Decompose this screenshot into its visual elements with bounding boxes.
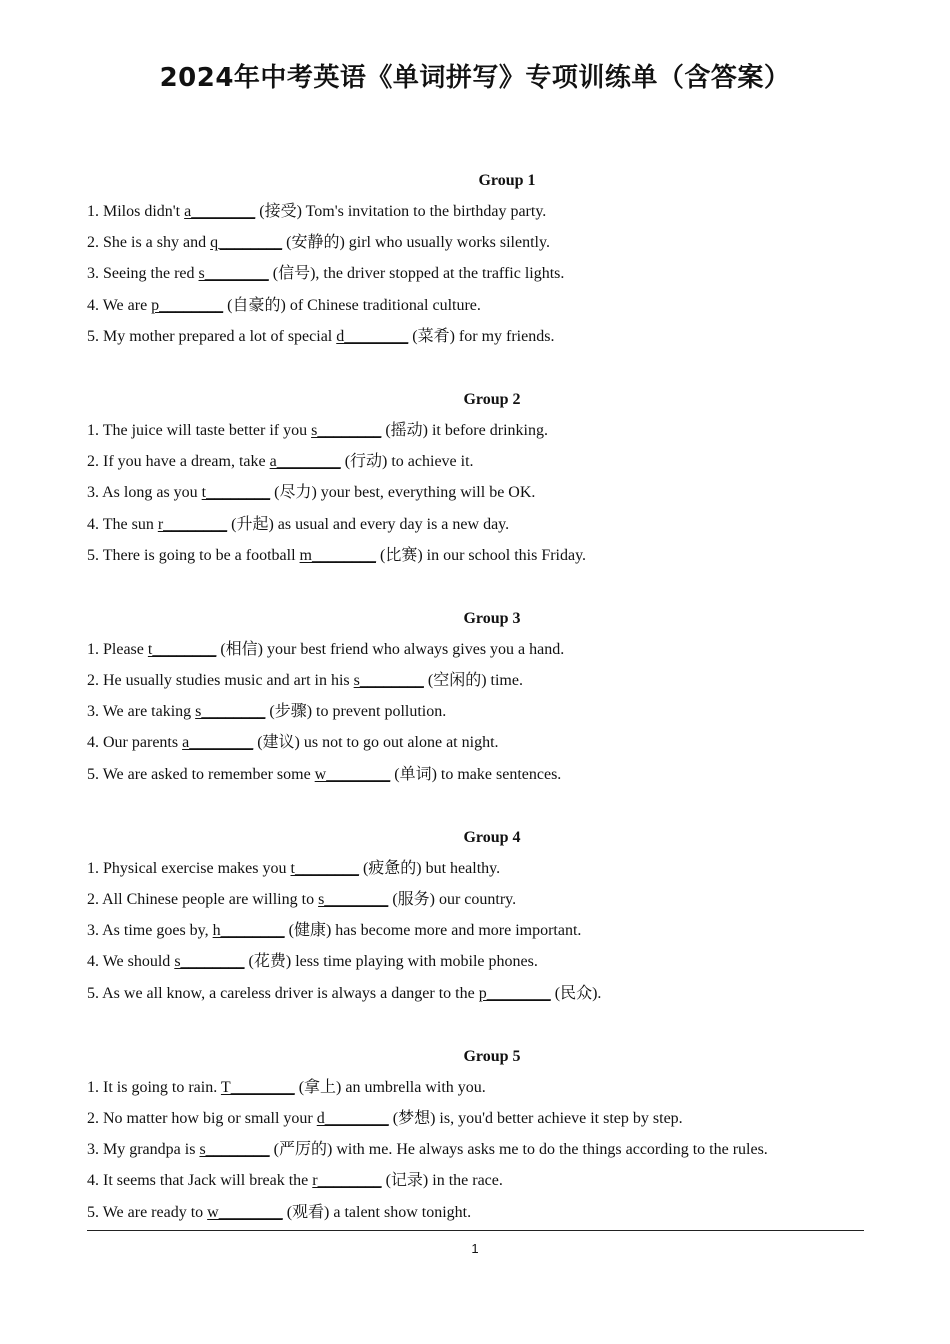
answer-blank[interactable]: s________ xyxy=(195,703,266,721)
answer-blank[interactable]: r________ xyxy=(312,1172,382,1190)
item-text-after: (尽力) your best, everything will be OK. xyxy=(270,484,536,502)
answer-blank[interactable]: d________ xyxy=(316,1109,389,1127)
answer-blank[interactable]: s________ xyxy=(318,891,389,908)
exercise-item xyxy=(87,670,867,701)
group-title: Group 3 xyxy=(463,609,521,627)
item-text-after: (行动) to achieve it. xyxy=(340,453,474,471)
item-text-after: (梦想) is, you'd better achieve it step by step. xyxy=(388,1109,683,1127)
item-text-before: 3. We are taking xyxy=(87,703,196,721)
answer-blank[interactable]: s________ xyxy=(198,265,269,283)
item-text-after: (拿上) an umbrella with you. xyxy=(294,1078,486,1096)
item-text-after: (记录) in the race. xyxy=(381,1172,503,1190)
answer-blank[interactable]: d________ xyxy=(336,327,409,345)
answer-blank[interactable]: s________ xyxy=(174,953,245,971)
exercise-item xyxy=(87,701,867,732)
exercise-item xyxy=(87,514,867,545)
exercise-item xyxy=(87,326,867,357)
answer-blank[interactable]: a________ xyxy=(269,453,341,471)
item-text-after: (自豪的) of Chinese traditional culture. xyxy=(223,296,481,314)
item-text-after: (相信) your best friend who always gives you a hand. xyxy=(216,640,565,658)
item-text-before: 3. Seeing the red xyxy=(87,265,199,283)
exercise-group xyxy=(87,1046,867,1233)
exercise-item xyxy=(87,732,867,763)
exercise-item xyxy=(87,1077,867,1108)
page-title: 2024年中考英语《单词拼写》专项训练单（含答案） xyxy=(159,63,791,93)
exercise-group xyxy=(87,170,867,357)
item-text-before: 4. We are xyxy=(87,296,152,314)
item-text-before: 2. All Chinese people are willing to xyxy=(87,891,319,908)
item-text-before: 2. No matter how big or small your xyxy=(87,1109,317,1127)
answer-blank[interactable]: t________ xyxy=(290,859,359,877)
group-title: Group 2 xyxy=(463,390,521,408)
answer-blank[interactable]: t________ xyxy=(147,640,217,658)
answer-blank[interactable]: t________ xyxy=(201,484,271,502)
item-text-after: (摇动) it before drinking. xyxy=(381,421,548,439)
item-text-after: (升起) as usual and every day is a new day. xyxy=(227,515,510,533)
answer-blank[interactable]: p________ xyxy=(151,296,224,314)
item-text-before: 1. The juice will taste better if you xyxy=(87,421,312,439)
exercise-item xyxy=(87,858,867,889)
answer-blank[interactable]: w________ xyxy=(207,1203,283,1221)
group-title: Group 4 xyxy=(463,828,521,846)
item-text-before: 2. She is a shy and xyxy=(87,234,211,252)
answer-blank[interactable]: T________ xyxy=(220,1078,295,1096)
exercise-item xyxy=(87,1202,867,1233)
answer-blank[interactable]: a________ xyxy=(184,203,256,220)
item-text-before: 4. The sun xyxy=(87,515,158,533)
item-text-after: (单词) to make sentences. xyxy=(390,765,562,783)
page-number: 1 xyxy=(471,1241,479,1256)
exercise-group xyxy=(87,608,867,795)
item-text-before: 2. He usually studies music and art in his xyxy=(87,672,354,690)
exercise-item xyxy=(87,951,867,982)
item-text-before: 4. It seems that Jack will break the xyxy=(87,1172,313,1190)
item-text-before: 1. Milos didn't xyxy=(87,203,185,220)
item-text-before: 1. It is going to rain. xyxy=(87,1078,221,1096)
item-text-after: (空闲的) time. xyxy=(423,672,523,690)
exercise-item xyxy=(87,1139,867,1170)
item-text-after: (严厉的) with me. He always asks me to do the things according to the rules. xyxy=(269,1141,768,1159)
exercise-item xyxy=(87,295,867,326)
exercise-item xyxy=(87,482,867,513)
exercise-groups xyxy=(87,170,867,1265)
exercise-group xyxy=(87,389,867,576)
item-text-after: (信号), the driver stopped at the traffic lights. xyxy=(268,265,565,283)
answer-blank[interactable]: r________ xyxy=(157,515,228,533)
exercise-item xyxy=(87,920,867,951)
item-text-before: 3. My grandpa is xyxy=(87,1141,200,1159)
answer-blank[interactable]: s________ xyxy=(353,672,424,690)
item-text-after: (步骤) to prevent pollution. xyxy=(265,703,447,721)
exercise-group xyxy=(87,827,867,1014)
item-text-before: 4. Our parents xyxy=(87,734,183,752)
exercise-item xyxy=(87,639,867,670)
item-text-after: (比赛) in our school this Friday. xyxy=(376,546,587,564)
item-text-before: 1. Physical exercise makes you xyxy=(87,859,291,877)
item-text-before: 5. There is going to be a football xyxy=(87,546,300,564)
item-text-before: 3. As time goes by, xyxy=(87,922,213,940)
exercise-item xyxy=(87,232,867,263)
item-text-after: (疲惫的) but healthy. xyxy=(358,859,501,877)
item-text-before: 3. As long as you xyxy=(87,484,202,502)
group-title: Group 5 xyxy=(463,1047,521,1065)
item-text-after: (观看) a talent show tonight. xyxy=(282,1203,472,1221)
answer-blank[interactable]: m________ xyxy=(299,546,376,564)
exercise-item xyxy=(87,545,867,576)
item-text-after: (菜肴) for my friends. xyxy=(408,327,555,345)
item-text-before: 1. Please xyxy=(87,640,148,658)
item-text-before: 5. We are asked to remember some xyxy=(87,765,315,783)
exercise-item xyxy=(87,263,867,294)
item-text-after: (花费) less time playing with mobile phones. xyxy=(244,953,538,971)
item-text-before: 4. We should xyxy=(87,953,175,971)
answer-blank[interactable]: q________ xyxy=(210,234,283,252)
item-text-after: (建议) us not to go out alone at night. xyxy=(253,734,499,752)
group-title: Group 1 xyxy=(478,172,536,189)
exercise-item xyxy=(87,451,867,482)
item-text-before: 2. If you have a dream, take xyxy=(87,453,270,471)
item-text-after: (安静的) girl who usually works silently. xyxy=(282,234,550,252)
item-text-after: (接受) Tom's invitation to the birthday party. xyxy=(255,203,547,220)
item-text-after: (民众). xyxy=(550,984,602,1002)
answer-blank[interactable]: w________ xyxy=(314,765,391,783)
exercise-item xyxy=(87,764,867,795)
exercise-item xyxy=(87,889,867,920)
item-text-before: 5. We are ready to xyxy=(87,1203,208,1221)
item-text-after: (健康) has become more and more important. xyxy=(284,922,582,940)
answer-blank[interactable]: p________ xyxy=(478,984,551,1002)
exercise-item xyxy=(87,1170,867,1201)
item-text-before: 5. As we all know, a careless driver is always a danger to the xyxy=(87,984,479,1002)
exercise-item xyxy=(87,201,867,232)
item-text-before: 5. My mother prepared a lot of special xyxy=(87,327,337,345)
exercise-item xyxy=(87,983,867,1014)
footer-divider xyxy=(87,1230,864,1231)
answer-blank[interactable]: a________ xyxy=(182,734,254,752)
answer-blank[interactable]: s________ xyxy=(199,1141,270,1159)
exercise-item xyxy=(87,1108,867,1139)
answer-blank[interactable]: h________ xyxy=(212,922,285,940)
exercise-item xyxy=(87,420,867,451)
answer-blank[interactable]: s________ xyxy=(311,421,382,439)
item-text-after: (服务) our country. xyxy=(388,891,517,908)
